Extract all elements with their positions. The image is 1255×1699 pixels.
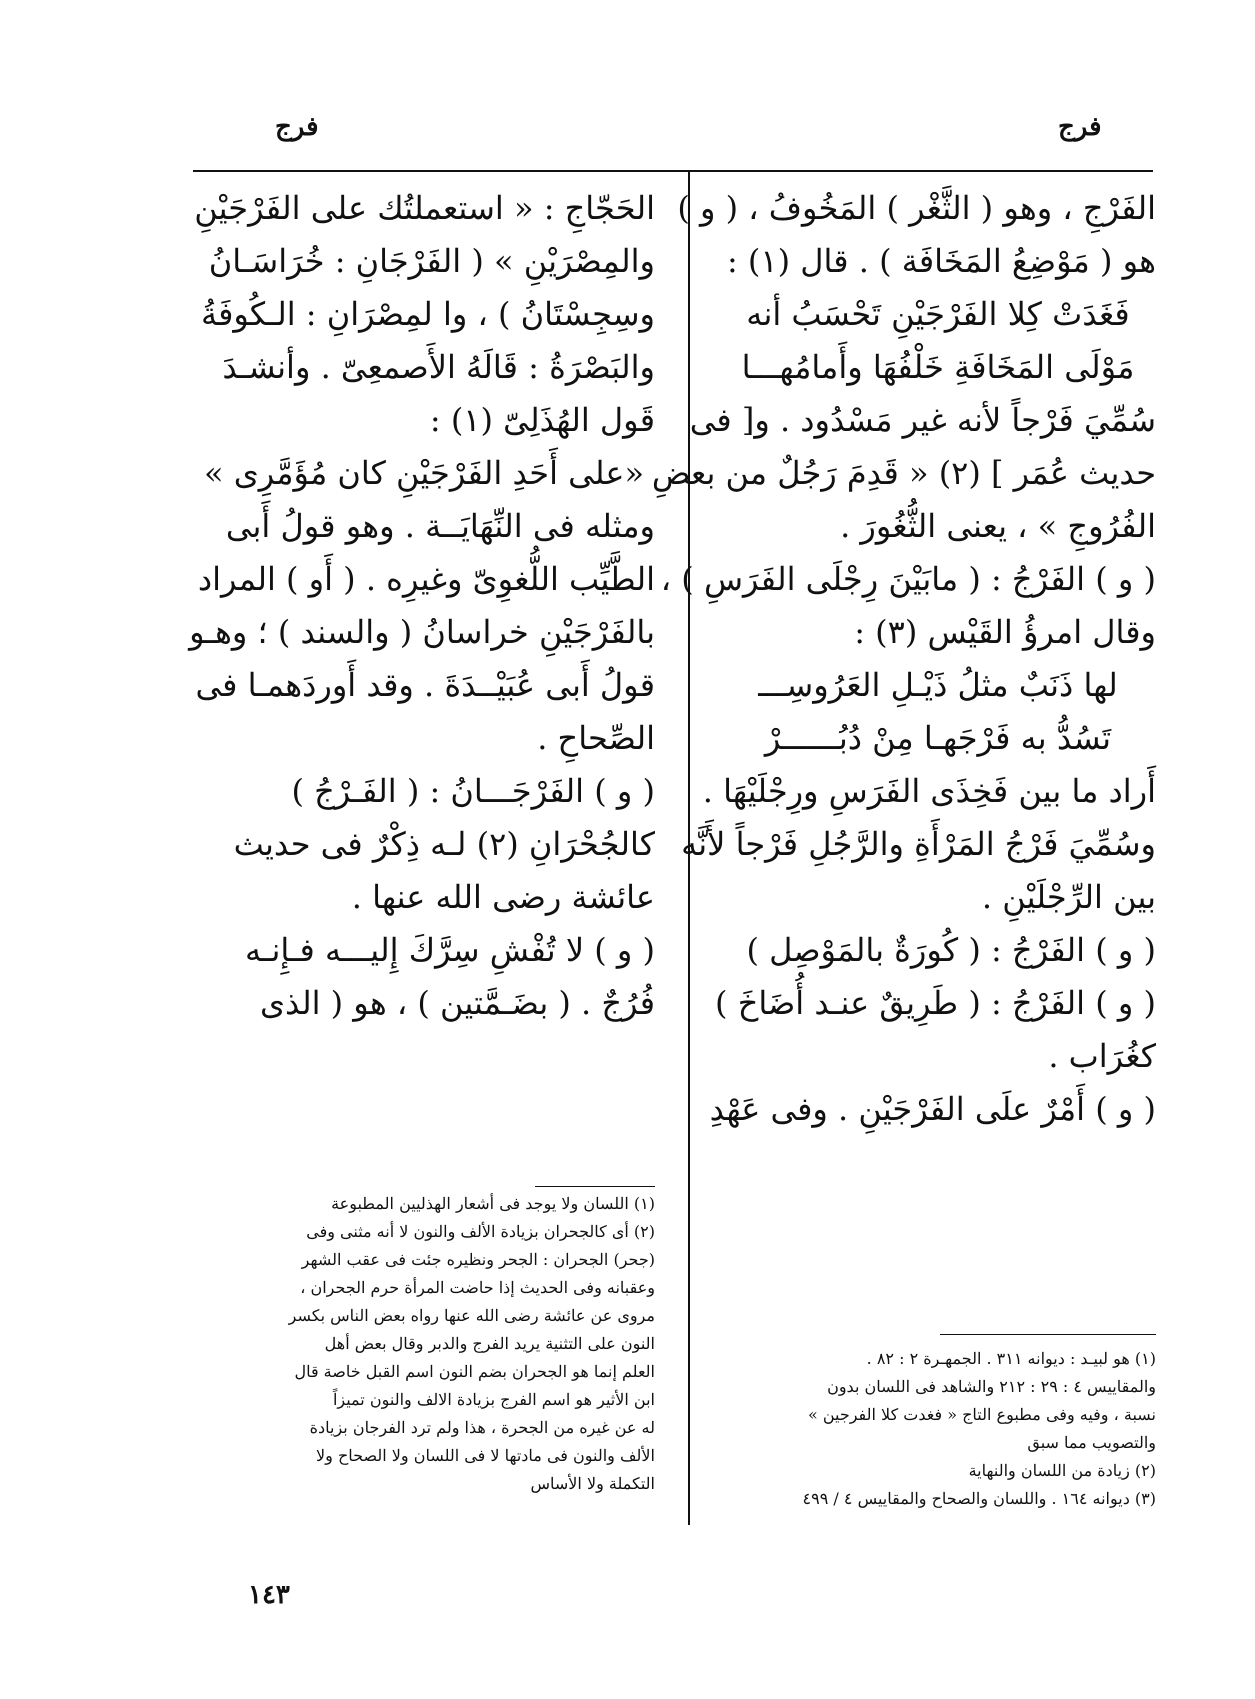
text-line: الطَّيِّب اللُّغوِىّ وغيرِه . ( أَو ) المراد [197, 560, 655, 598]
footnote-line: له عن غيره من الجحرة ، هذا ولم ترد الفرجان بزيادة [309, 1418, 655, 1437]
footnote-line: ابن الأثير هو اسم الفرج بزيادة الالف والنون تميزاً [332, 1390, 655, 1409]
footnote-line: وعقبانه وفى الحديث إذا حاضت المرأة حرم الجحران ، [300, 1278, 655, 1297]
header-left-word: فرج [275, 112, 319, 142]
verse-line: تَسُدُّ به فَرْجَهـا مِنْ دُبُــــــرْ [764, 719, 1112, 757]
text-line: بالفَرْجَيْنِ خراسانُ ( والسند ) ؛ وهـو [189, 613, 655, 651]
footnote-line: والتصويب مما سبق [1027, 1433, 1156, 1452]
text-line: والبَصْرَةُ : قَالَهُ الأَصمعِىّ . وأنشـدَ [222, 348, 655, 386]
header-rule [193, 170, 1153, 172]
footnote-line: (١) اللسان ولا يوجد فى أشعار الهذليين المطبوعة [331, 1194, 655, 1213]
footnote-line: الألف والنون فى مادتها لا فى اللسان ولا الصحاح ولا [316, 1446, 655, 1465]
footnote-line: النون على التثنية يريد الفرج والدبر وقال بعض أهل [324, 1334, 655, 1353]
text-line: ( و ) الفَرْجَـــانُ : ( الفَـرْجُ ) [291, 772, 655, 810]
verse-line: مَوْلَى المَخَافَةِ خَلْفُهَا وأَمامُهـــا [741, 348, 1135, 386]
header-right-word: فرج [1058, 112, 1102, 142]
text-line: بين الرِّجْلَيْنِ . [981, 878, 1156, 916]
footnote-line: (٣) ديوانه ١٦٤ . واللسان والصحاح والمقاييس ٤ / ٤٩٩ [802, 1489, 1156, 1508]
verse-line: فَغَدَتْ كِلا الفَرْجَيْنِ تَحْسَبُ أنه [746, 295, 1130, 333]
footnote-line: (جحر) الجحران : الجحر ونظيره جئت فى عقب الشهر [301, 1250, 655, 1269]
text-line: الفُرُوجِ » ، يعنى الثُّغُورَ . [840, 507, 1156, 545]
text-line: ( و ) أَمْرٌ علَى الفَرْجَيْنِ . وفى عَهْدِ [709, 1090, 1156, 1128]
text-line: سُمِّيَ فَرْجاً لأنه غير مَسْدُود . و[ فى [689, 401, 1156, 439]
footnote-rule-right [940, 1334, 1156, 1335]
footnote-line: (٢) أى كالجحران بزيادة الألف والنون لا أنه مثنى وفى [306, 1222, 655, 1241]
text-line: قَول الهُذَلِىّ (١) : [429, 401, 655, 439]
verse-line: «على أَحَدِ الفَرْجَيْنِ كان مُؤَمَّرِى » [203, 454, 645, 492]
text-line: ( و ) لا تُفْشِ سِرَّكَ إِليـــه فـإِنـه [244, 931, 655, 969]
text-line: حديث عُمَر ] (٢) « قَدِمَ رَجُلٌ من بعضِ [651, 454, 1156, 492]
verse-line: لها ذَنَبٌ مثلُ ذَيْـلِ العَرُوسِـــ [758, 666, 1118, 704]
text-line: هو ( مَوْضِعُ المَخَافَة ) . قال (١) : [726, 242, 1156, 280]
text-line: قولُ أَبى عُبَيْــدَةَ . وقد أَوردَهمـا فى [195, 666, 655, 704]
text-line: ( و ) الفَرْجُ : ( مابَيْنَ رِجْلَى الفَرَسِ ) ، [660, 560, 1156, 598]
footnote-line: العلم إنما هو الجحران بضم النون اسم القبل خاصة قال [294, 1362, 655, 1381]
text-line: وقال امرؤُ القَيْس (٣) : [854, 613, 1156, 651]
footnote-line: مروى عن عائشة رضى الله عنها رواه بعض الناس بكسر [288, 1306, 655, 1325]
text-line: وسُمِّيَ فَرْجُ المَرْأَةِ والرَّجُلِ فَرْجاً لأَنَّه [681, 825, 1156, 863]
footnote-line: التكملة ولا الأساس [530, 1474, 655, 1493]
footnote-rule-left [535, 1186, 655, 1187]
text-line: عائشة رضى الله عنها . [351, 878, 655, 916]
footnotes-right [715, 1345, 1156, 1513]
right-column [651, 185, 1156, 1139]
text-line: وسِجِسْتَانُ ) ، وا لمِصْرَانِ : الـكُوفَةُ [200, 295, 655, 333]
footnote-line: نسبة ، وفيه وفى مطبوع التاج « فغدت كلا الفرجين » [807, 1405, 1156, 1424]
text-line: أَراد ما بين فَخِذَى الفَرَسِ ورِجْلَيْهَا . [702, 772, 1156, 810]
footnotes-left [193, 1190, 655, 1498]
left-column [189, 185, 655, 1033]
text-line: الصِّحاحِ . [537, 719, 655, 757]
text-line: والمِصْرَيْنِ » ( الفَرْجَانِ : خُرَاسَـانُ [208, 242, 655, 280]
text-line: الفَرْجِ ، وهو ( الثَّغْر ) المَخُوفُ ، ( و ) [677, 189, 1156, 227]
page-number: ١٤٣ [248, 1580, 290, 1610]
text-line: الحَجّاجِ : « استعملتُك على الفَرْجَيْنِ [194, 189, 655, 227]
text-line: كغُرَاب . [1048, 1037, 1156, 1075]
text-line: فُرُجٌ . ( بضَـمَّتين ) ، هو ( الذى [259, 984, 655, 1022]
footnote-line: (٢) زيادة من اللسان والنهاية [968, 1461, 1156, 1480]
text-line: ( و ) الفَرْجُ : ( طَرِيقٌ عنـد أُضَاخَ ) [715, 984, 1156, 1022]
text-line: ومثله فى النِّهَايَــة . وهو قولُ أَبى [225, 507, 655, 545]
footnote-line: (١) هو لبيـد : ديوانه ٣١١ . الجمهـرة ٢ : ٨٢ . [866, 1349, 1156, 1368]
text-line: ( و ) الفَرْجُ : ( كُورَةٌ بالمَوْصِل ) [746, 931, 1156, 969]
text-line: كالجُحْرَانِ (٢) لـه ذِكْرٌ فى حديث [233, 825, 655, 863]
footnote-line: والمقاييس ٤ : ٢٩ : ٢١٢ والشاهد فى اللسان بدون [827, 1377, 1156, 1396]
